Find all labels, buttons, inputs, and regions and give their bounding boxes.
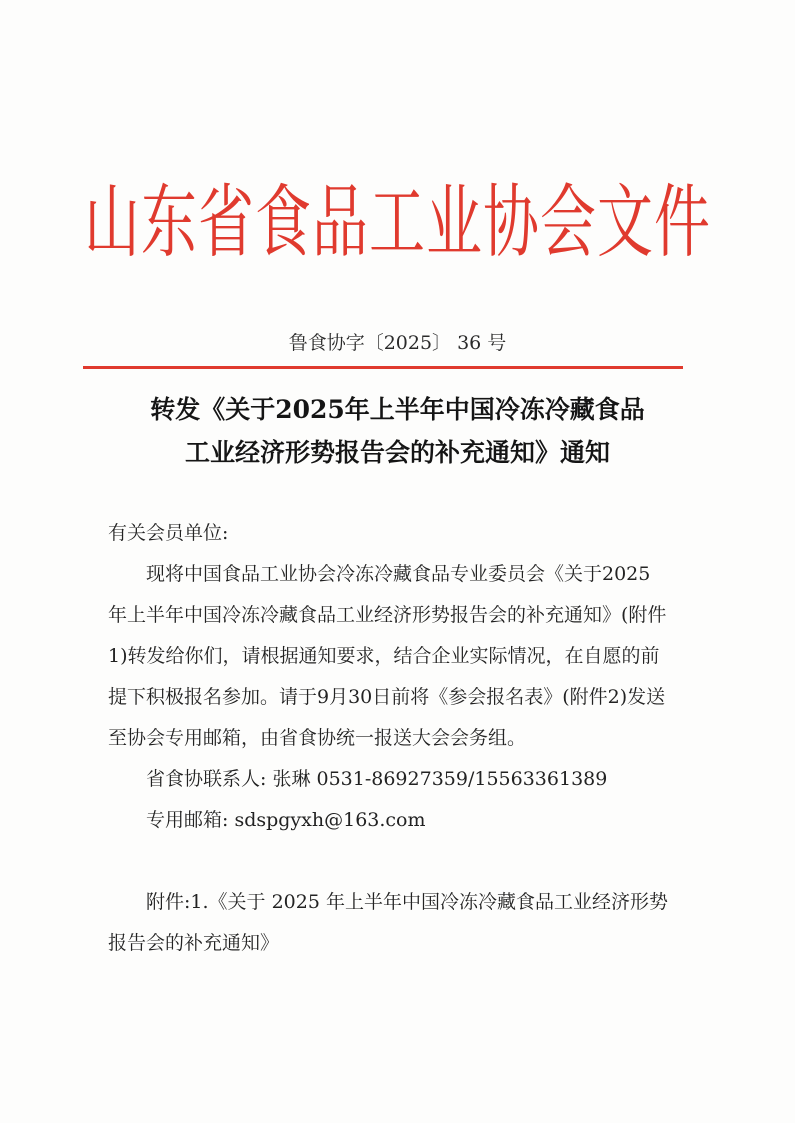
document-title [60, 388, 735, 474]
contact-email: 专用邮箱: sdspgyxh@163.com [146, 809, 426, 831]
body-paragraph: 现将中国食品工业协会冷冻冷藏食品专业委员会《关于2025年上半年中国冷冻冷藏食品工业经济形势报告会的补充通知》(附件1)转发给你们，请根据通知要求，结合企业实际情况，在自愿的前提下积极报名参加。请于9月30日前将《参会报名表》(附件2)发送至协会专用邮箱，由省食协统一报送大会会务组。 [108, 563, 667, 749]
document-title-line-2: 工业经济形势报告会的补充通知》通知 [184, 438, 610, 467]
issuer-header-title: 山东省食品工业协会文件 [84, 177, 711, 270]
attachment-note: 附件:1.《关于 2025 年上半年中国冷冻冷藏食品工业经济形势报告会的补充通知》 [108, 891, 668, 954]
red-divider-line [83, 366, 683, 369]
contact-person: 省食协联系人: 张琳 0531-86927359/15563361389 [146, 768, 608, 790]
document-body [108, 513, 668, 964]
salutation: 有关会员单位: [108, 522, 229, 544]
document-title-line-1: 转发《关于2025年上半年中国冷冻冷藏食品 [150, 395, 645, 424]
document-number: 鲁食协字〔2025〕 36 号 [288, 332, 507, 354]
